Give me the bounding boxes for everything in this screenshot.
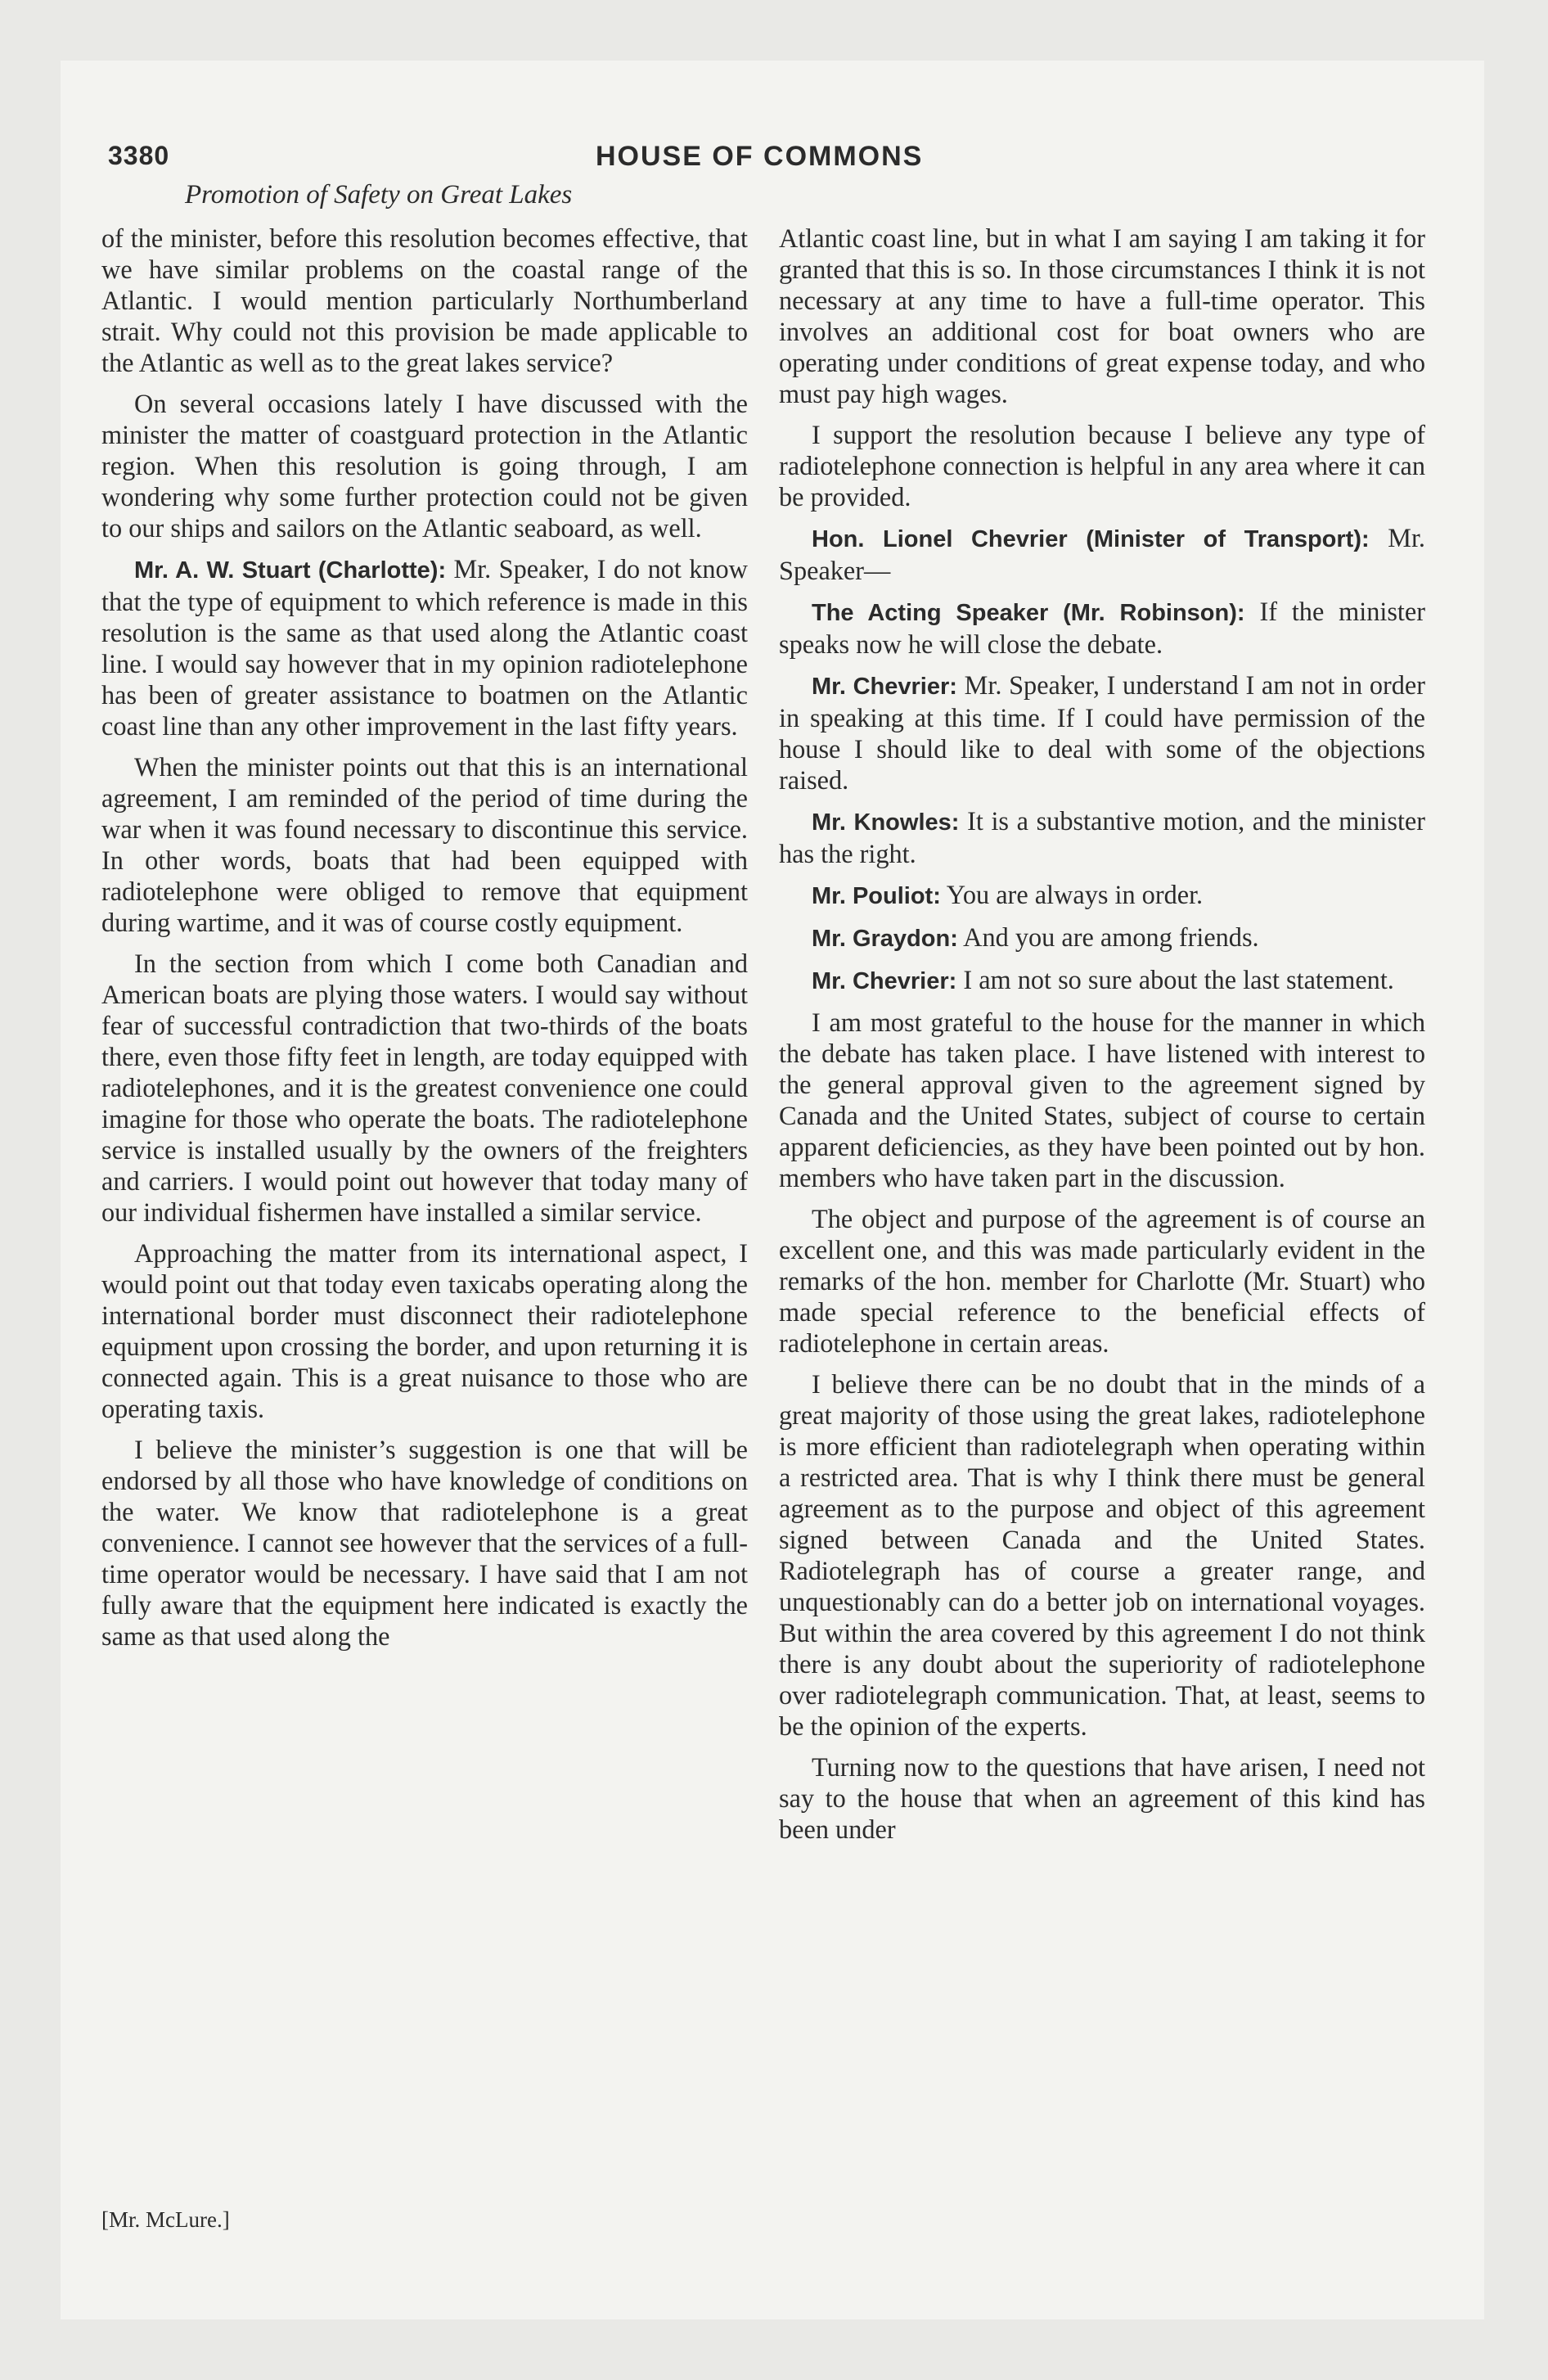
speech-paragraph xyxy=(779,522,1425,586)
paragraph-text: And you are among friends. xyxy=(963,922,1259,952)
paragraph xyxy=(779,419,1425,512)
paragraph-text: When the minister points out that this is an international agreement, I am reminded of the period of time during the war when it was found necessary to discontinue this service. In other words, boats that had been equipped with radiotelephone were obliged to remove that equipment during wartime, and it was of course costly equipment. xyxy=(101,752,748,937)
speech-paragraph xyxy=(779,669,1425,796)
speech-paragraph xyxy=(779,964,1425,997)
paragraph-text: If the minister speaks now he will close the debate. xyxy=(779,597,1425,659)
paragraph-continued xyxy=(779,223,1425,409)
speaker-name: Mr. Pouliot: xyxy=(812,883,941,909)
speaker-name: Hon. Lionel Chevrier (Minister of Transport): xyxy=(812,526,1370,552)
paragraph-text: I believe the minister’s suggestion is one that will be endorsed by all those who have knowledge of conditions on the water. We know that radiotelephone is a great convenience. I cannot see however that the services of a full-time operator would be necessary. I have said that I am not fully aware that the equipment here indicated is exactly the same as that used along the xyxy=(101,1435,748,1651)
subject-heading: Promotion of Safety on Great Lakes xyxy=(185,180,573,210)
paragraph-text: It is a substantive motion, and the minister has the right. xyxy=(779,806,1426,868)
paragraph xyxy=(779,1751,1425,1845)
speaker-name: Mr. Graydon: xyxy=(812,926,958,952)
speech-paragraph xyxy=(779,596,1425,660)
running-title: HOUSE OF COMMONS xyxy=(596,141,924,172)
paragraph xyxy=(101,1434,748,1652)
speaker-name: The Acting Speaker (Mr. Robinson): xyxy=(812,600,1245,626)
paragraph-text: You are always in order. xyxy=(946,880,1204,909)
paragraph-continued xyxy=(101,223,748,378)
paragraph-text: Atlantic coast line, but in what I am saying I am taking it for granted that this is so. In those circumstances I think it is not necessary at any time to have a full-time operator. This involves an additional cost for boat owners who are operating under conditions of great expense today, and who must pay high wages. xyxy=(779,223,1425,408)
paragraph xyxy=(101,751,748,938)
speaker-attribution: [Mr. McLure.] xyxy=(101,2207,230,2232)
paragraph-text: The object and purpose of the agreement is of course an excellent one, and this was made particularly evident in the remarks of the hon. member for Charlotte (Mr. Stuart) who made special reference to the beneficial effects of radiotelephone in certain areas. xyxy=(779,1204,1425,1358)
speaker-name: Mr. A. W. Stuart (Charlotte): xyxy=(134,557,447,584)
speaker-name: Mr. Chevrier: xyxy=(812,674,957,700)
right-column xyxy=(779,223,1425,1855)
paragraph-text: Mr. Speaker— xyxy=(779,523,1425,585)
paragraph xyxy=(101,948,748,1228)
paragraph xyxy=(779,1203,1425,1359)
paragraph-text: In the section from which I come both Canadian and American boats are plying those waters. I would say without fear of successful contradiction that two-thirds of the boats there, even those fifty feet in length, are today equipped with radiotelephones, and it is the greatest convenience one could imagine for those who operate the boats. The radiotelephone service is installed usually by the owners of the freighters and carriers. I would point out however that today many of our individual fishermen have installed a similar service. xyxy=(101,949,748,1227)
paragraph-text: I am not so sure about the last statement. xyxy=(963,965,1394,994)
paragraph-text: I believe there can be no doubt that in the minds of a great majority of those using the great lakes, radiotelephone is more efficient than radiotelegraph when operating within a restricted area. That is why I think there must be general agreement as to the purpose and object of this agreement signed between Canada and the United States. Radiotelegraph has of course a greater range, and unquestionably can do a better job on international voyages. But within the area covered by this agreement I do not think there is any doubt about the superiority of radiotelephone over radiotelegraph communication. That, at least, seems to be the opinion of the experts. xyxy=(779,1369,1425,1741)
left-column xyxy=(101,223,748,1661)
page-number: 3380 xyxy=(108,141,170,170)
paragraph-text: I support the resolution because I believe any type of radiotelephone connection is helpful in any area where it can be provided. xyxy=(779,420,1425,512)
speech-paragraph xyxy=(779,922,1425,954)
paragraph-text: Mr. Speaker, I do not know that the type of equipment to which reference is made in this resolution is the same as that used along the Atlantic coast line. I would say however that in my opinion radiotelephone has been of greater assistance to boatmen on the Atlantic coast line than any other improvement in the last fifty years. xyxy=(101,554,748,741)
paragraph xyxy=(101,1237,748,1424)
paragraph-text: I am most grateful to the house for the manner in which the debate has taken place. I have listened with interest to the general approval given to the agreement signed by Canada and the United States, subject of course to certain apparent deficiencies, as they have been pointed out by hon. members who have taken part in the discussion. xyxy=(779,1007,1425,1192)
speaker-name: Mr. Chevrier: xyxy=(812,968,957,994)
speech-paragraph xyxy=(779,805,1425,869)
paragraph-text: Approaching the matter from its international aspect, I would point out that today even taxicabs operating along the international border must disconnect their radiotelephone equipment upon crossing the border, and upon returning it is connected again. This is a great nuisance to those who are operating taxis. xyxy=(101,1238,748,1423)
paragraph xyxy=(779,1368,1425,1742)
paragraph xyxy=(779,1007,1425,1193)
speech-paragraph xyxy=(779,879,1425,912)
paragraph-text: of the minister, before this resolution becomes effective, that we have similar problems on the coastal range of the Atlantic. I would mention particularly Northumberland strait. Why could not this provision be made applicable to the Atlantic as well as to the great lakes service? xyxy=(101,223,748,377)
paragraph-text: Turning now to the questions that have arisen, I need not say to the house that when an agreement of this kind has been under xyxy=(779,1752,1425,1844)
paragraph xyxy=(101,388,748,543)
speech-paragraph xyxy=(101,553,748,741)
speaker-name: Mr. Knowles: xyxy=(812,809,960,836)
paragraph-text: Mr. Speaker, I understand I am not in order in speaking at this time. If I could have permission of the house I should like to deal with some of the objections raised. xyxy=(779,670,1425,795)
paragraph-text: On several occasions lately I have discussed with the minister the matter of coastguard protection in the Atlantic region. When this resolution is going through, I am wondering why some further protection could not be given to our ships and sailors on the Atlantic seaboard, as well. xyxy=(101,389,748,543)
